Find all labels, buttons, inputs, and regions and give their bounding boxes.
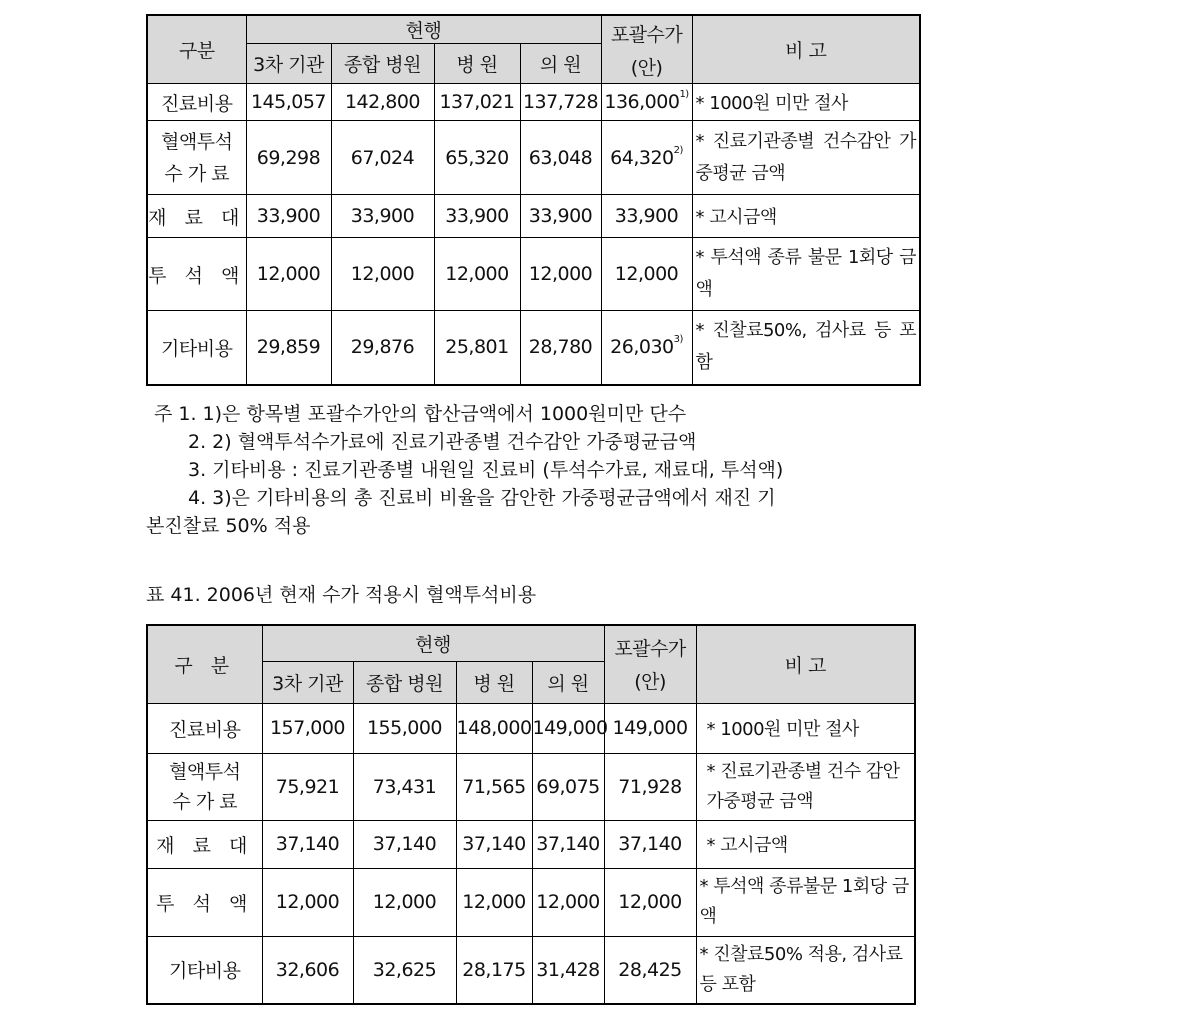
cell-value: 32,625 — [353, 936, 456, 1004]
row-note: * 진료기관종별 건수감안 가중평균 금액 — [692, 121, 920, 195]
table-caption: 표 41. 2006년 현재 수가 적용시 혈액투석비용 — [146, 584, 537, 606]
row-note: * 고시금액 — [692, 195, 920, 238]
row-note: * 1000원 미만 절사 — [692, 84, 920, 121]
header-bundle-fee — [601, 15, 692, 84]
row-label: 기타비용 — [147, 936, 262, 1004]
footnote-line: 본진찰료 50% 적용 — [146, 515, 311, 537]
row-label-line2: 수 가 료 — [164, 162, 230, 185]
row-label: 진료비용 — [147, 84, 246, 121]
footnote-mark: 3) — [673, 334, 683, 346]
row-note: * 진찰료50% 적용, 검사료 등 포함 — [696, 936, 915, 1004]
bundle-value: 28,425 — [604, 936, 696, 1004]
table-row — [147, 820, 915, 868]
cell-value: 32,606 — [262, 936, 353, 1004]
table-row — [147, 703, 915, 753]
cell-value: 142,800 — [331, 84, 434, 121]
row-note: * 진찰료50%, 검사료 등 포함 — [692, 311, 920, 385]
header-tertiary: 3차 기관 — [262, 661, 353, 703]
cell-value: 67,024 — [331, 121, 434, 195]
header-hospital: 병 원 — [434, 44, 520, 84]
row-label: 투 석 액 — [147, 238, 246, 311]
header-category: 구분 — [147, 15, 246, 84]
footnote-mark: 2) — [673, 144, 683, 156]
cell-value: 73,431 — [353, 753, 456, 820]
row-note: * 투석액 종류 불문 1회당 금액 — [692, 238, 920, 311]
table-row — [147, 753, 915, 820]
cell-value: 149,000 — [532, 703, 604, 753]
bundle-amount: 136,000 — [604, 91, 680, 113]
table-2 — [146, 624, 916, 1005]
bundle-value: 12,000 — [604, 868, 696, 936]
cell-value: 63,048 — [520, 121, 601, 195]
cell-value: 31,428 — [532, 936, 604, 1004]
table-row — [147, 311, 920, 385]
cell-value: 137,728 — [520, 84, 601, 121]
cell-value: 37,140 — [456, 820, 532, 868]
cell-value: 12,000 — [456, 868, 532, 936]
cell-value: 12,000 — [262, 868, 353, 936]
table-row — [147, 84, 920, 121]
row-label: 기타비용 — [147, 311, 246, 385]
header-category: 구 분 — [147, 625, 262, 703]
cell-value: 37,140 — [353, 820, 456, 868]
footnote-line: 주 1. 1)은 항목별 포괄수가안의 합산금액에서 1000원미만 단수 — [154, 403, 687, 425]
bundle-value: 37,140 — [604, 820, 696, 868]
row-note: * 고시금액 — [696, 820, 915, 868]
cell-value: 12,000 — [331, 238, 434, 311]
header-bundle-line1: 포괄수가 — [614, 638, 686, 661]
row-label: 재 료 대 — [147, 820, 262, 868]
header-current: 현행 — [262, 625, 604, 661]
bundle-value: 12,000 — [601, 238, 692, 311]
header-general-hospital: 종합 병원 — [331, 44, 434, 84]
cell-value: 69,075 — [532, 753, 604, 820]
bundle-value — [601, 121, 692, 195]
cell-value: 12,000 — [532, 868, 604, 936]
header-hospital: 병 원 — [456, 661, 532, 703]
bundle-amount: 64,320 — [610, 146, 674, 169]
bundle-value: 149,000 — [604, 703, 696, 753]
bundle-value: 71,928 — [604, 753, 696, 820]
table-row — [147, 121, 920, 195]
header-bundle-line2: (안) — [634, 671, 666, 694]
footnote-line: 2. 2) 혈액투석수가료에 진료기관종별 건수감안 가중평균금액 — [188, 431, 697, 453]
cell-value: 69,298 — [246, 121, 331, 195]
cell-value: 65,320 — [434, 121, 520, 195]
cell-value: 12,000 — [353, 868, 456, 936]
header-general-hospital: 종합 병원 — [353, 661, 456, 703]
cell-value: 29,859 — [246, 311, 331, 385]
row-label — [147, 753, 262, 820]
cell-value: 75,921 — [262, 753, 353, 820]
row-note: * 투석액 종류불문 1회당 금액 — [696, 868, 915, 936]
row-note: * 진료기관종별 건수 감안 가중평균 금액 — [696, 753, 915, 820]
header-bundle-fee — [604, 625, 696, 703]
table-row — [147, 195, 920, 238]
table-header-row — [147, 625, 915, 661]
cell-value: 33,900 — [246, 195, 331, 238]
row-note: * 1000원 미만 절사 — [696, 703, 915, 753]
cell-value: 137,021 — [434, 84, 520, 121]
header-clinic: 의 원 — [520, 44, 601, 84]
cell-value: 12,000 — [246, 238, 331, 311]
cell-value: 145,057 — [246, 84, 331, 121]
cell-value: 37,140 — [262, 820, 353, 868]
cell-value: 37,140 — [532, 820, 604, 868]
cell-value: 28,780 — [520, 311, 601, 385]
cell-value: 157,000 — [262, 703, 353, 753]
footnote-line: 4. 3)은 기타비용의 총 진료비 비율을 감안한 가중평균금액에서 재진 기 — [188, 487, 776, 509]
cell-value: 12,000 — [434, 238, 520, 311]
cell-value: 155,000 — [353, 703, 456, 753]
table-1 — [146, 14, 921, 386]
bundle-value — [601, 311, 692, 385]
table-header-row — [147, 15, 920, 44]
footnote-line: 3. 기타비용 : 진료기관종별 내원일 진료비 (투석수가료, 재료대, 투석액) — [188, 459, 784, 481]
header-bundle-line2: (안) — [630, 56, 663, 79]
cell-value: 148,000 — [456, 703, 532, 753]
cell-value: 33,900 — [520, 195, 601, 238]
header-tertiary: 3차 기관 — [246, 44, 331, 84]
cell-value: 33,900 — [331, 195, 434, 238]
cell-value: 29,876 — [331, 311, 434, 385]
cell-value: 33,900 — [434, 195, 520, 238]
header-bundle-line1: 포괄수가 — [610, 23, 683, 46]
row-label-line1: 혈액투석 — [161, 130, 233, 153]
header-remarks: 비 고 — [696, 625, 915, 703]
table-row — [147, 868, 915, 936]
header-clinic: 의 원 — [532, 661, 604, 703]
cell-value: 12,000 — [520, 238, 601, 311]
row-label — [147, 121, 246, 195]
cell-value: 71,565 — [456, 753, 532, 820]
row-label-line2: 수 가 료 — [172, 790, 238, 813]
table-row — [147, 936, 915, 1004]
bundle-value — [601, 84, 692, 121]
header-remarks: 비 고 — [692, 15, 920, 84]
footnotes — [146, 400, 926, 540]
bundle-amount: 26,030 — [610, 336, 674, 359]
row-label: 투 석 액 — [147, 868, 262, 936]
row-label-line1: 혈액투석 — [169, 760, 241, 783]
cell-value: 25,801 — [434, 311, 520, 385]
row-label: 진료비용 — [147, 703, 262, 753]
cell-value: 28,175 — [456, 936, 532, 1004]
footnote-mark: 1) — [679, 89, 689, 100]
table-row — [147, 238, 920, 311]
row-label: 재 료 대 — [147, 195, 246, 238]
bundle-value: 33,900 — [601, 195, 692, 238]
header-current: 현행 — [246, 15, 601, 44]
